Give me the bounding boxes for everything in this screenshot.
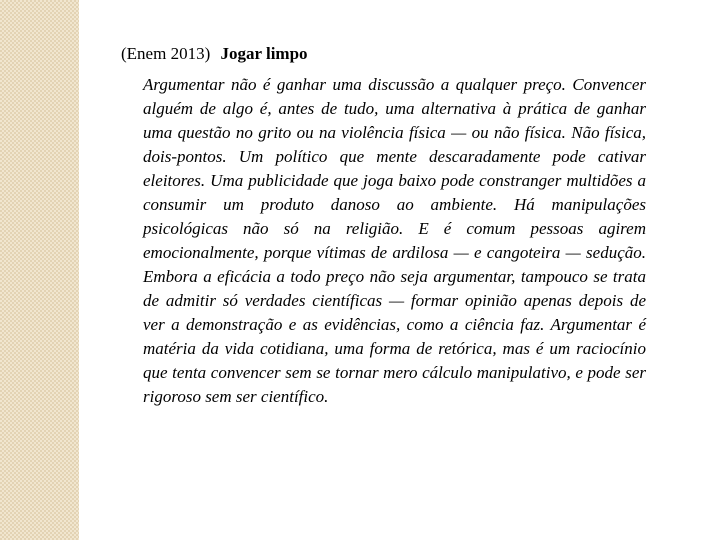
decorative-side-band bbox=[0, 0, 79, 540]
question-source: (Enem 2013) bbox=[121, 44, 211, 63]
question-title: Jogar limpo bbox=[220, 44, 308, 63]
question-heading bbox=[121, 44, 308, 64]
passage-text: Argumentar não é ganhar uma discussão a qualquer preço. Convencer alguém de algo é, antes de tudo, uma alternativa à prática de ganhar uma questão no grito ou na violência física — ou não física. Não física, dois-pontos. Um político que mente descaradamente pode cativar eleitores. Uma publicidade que joga baixo pode constranger multidões a consumir um produto danoso ao ambiente. Há manipulações psicológicas não só na religião. E é comum pessoas agirem emocionalmente, porque vítimas de ardilosa — e cangoteira — sedução. Embora a eficácia a todo preço não seja argumentar, tampouco se trata de admitir só verdades científicas — formar opinião apenas depois de ver a demonstração e as evidências, como a ciência faz. Argumentar é matéria da vida cotidiana, uma forma de retórica, mas é um raciocínio que tenta convencer sem se tornar mero cálculo manipulativo, e pode ser rigoroso sem ser científico. bbox=[143, 75, 646, 406]
